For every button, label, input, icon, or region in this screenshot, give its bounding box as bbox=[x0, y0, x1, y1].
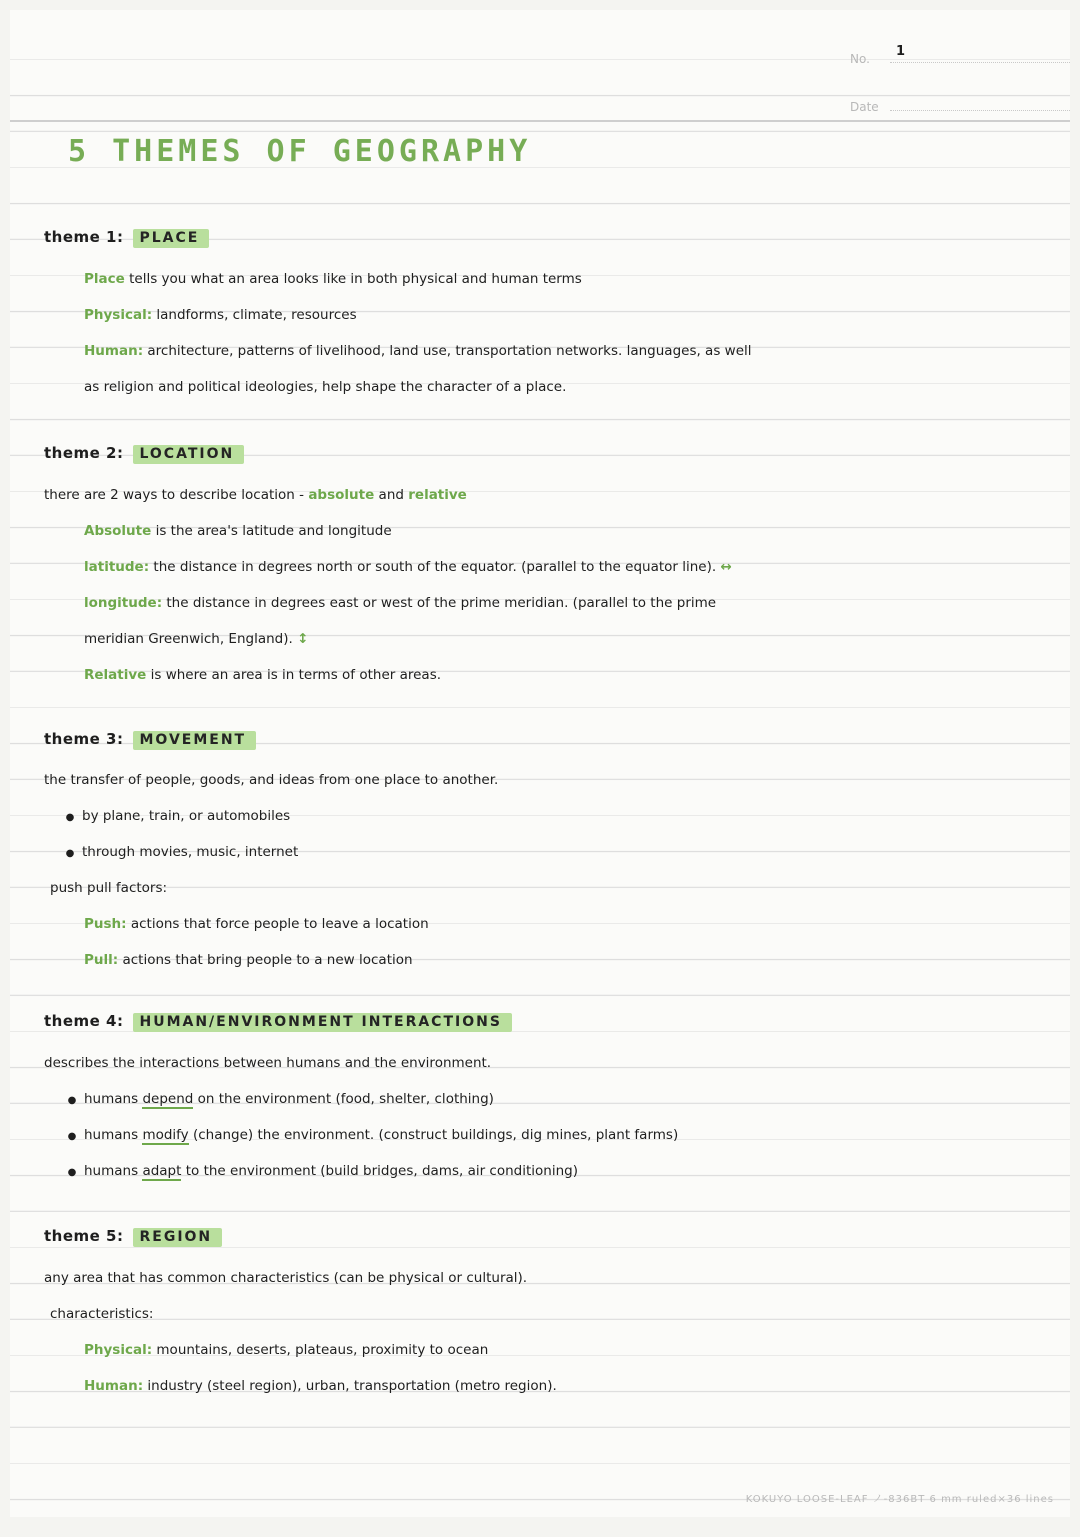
top-divider bbox=[10, 120, 1070, 122]
paper-brand-footer: KOKUYO LOOSE-LEAF ノ-836BT 6 mm ruled×36 lines bbox=[745, 1494, 1054, 1505]
theme1-human: Human: architecture, patterns of livelihood, land use, transportation networks. languages, as well bbox=[84, 343, 752, 359]
theme4-label: theme 4: bbox=[44, 1012, 124, 1030]
notebook-page bbox=[10, 10, 1070, 1517]
page-number-row bbox=[850, 44, 1070, 96]
bullet-icon: ● bbox=[67, 1167, 77, 1178]
theme2-heading bbox=[10, 444, 1070, 474]
theme1-physical: Physical: landforms, climate, resources bbox=[84, 307, 357, 323]
theme2-relative: Relative is where an area is in terms of other areas. bbox=[84, 667, 442, 683]
theme1-name: PLACE bbox=[133, 229, 209, 248]
latitude-arrow-icon: ↔ bbox=[720, 559, 732, 575]
theme5-heading bbox=[10, 1227, 1070, 1257]
theme5-human: Human: industry (steel region), urban, transportation (metro region). bbox=[84, 1378, 557, 1394]
theme3-push: Push: actions that force people to leave a location bbox=[84, 916, 429, 932]
list-item: ● humans depend on the environment (food, shelter, clothing) bbox=[10, 1091, 1070, 1121]
theme3-label: theme 3: bbox=[44, 730, 124, 748]
list-item: ● humans modify (change) the environment. (construct buildings, dig mines, plant farms) bbox=[10, 1127, 1070, 1157]
theme3-pull: Pull: actions that bring people to a new location bbox=[84, 952, 413, 968]
bullet-icon: ● bbox=[67, 1131, 77, 1142]
theme3-push-pull: push pull factors: bbox=[50, 880, 168, 896]
theme1-heading bbox=[10, 228, 1070, 258]
date-label: Date bbox=[850, 100, 879, 114]
bullet-icon: ● bbox=[65, 812, 75, 823]
theme1-label: theme 1: bbox=[44, 228, 124, 246]
bullet-icon: ● bbox=[67, 1095, 77, 1106]
theme5-label: theme 5: bbox=[44, 1227, 124, 1245]
theme3-intro: the transfer of people, goods, and ideas from one place to another. bbox=[44, 772, 499, 788]
no-label: No. bbox=[850, 52, 870, 66]
theme4-intro: describes the interactions between humans and the environment. bbox=[44, 1055, 492, 1071]
theme1-human-cont: as religion and political ideologies, help shape the character of a place. bbox=[84, 379, 567, 395]
header-meta bbox=[850, 44, 1070, 144]
list-item: ● through movies, music, internet bbox=[10, 844, 1070, 874]
theme2-latitude: latitude: the distance in degrees north or south of the equator. (parallel to the equator line). ↔ bbox=[84, 559, 732, 575]
theme2-absolute: Absolute is the area's latitude and longitude bbox=[84, 523, 392, 539]
list-item: ● humans adapt to the environment (build bridges, dams, air conditioning) bbox=[10, 1163, 1070, 1193]
theme5-physical: Physical: mountains, deserts, plateaus, proximity to ocean bbox=[84, 1342, 489, 1358]
page-number: 1 bbox=[896, 44, 906, 59]
theme5-characteristics: characteristics: bbox=[50, 1306, 154, 1322]
theme2-longitude: longitude: the distance in degrees east or west of the prime meridian. (parallel to the prime bbox=[84, 595, 717, 611]
bullet-icon: ● bbox=[65, 848, 75, 859]
theme3-heading bbox=[10, 730, 1070, 760]
theme2-longitude-cont: meridian Greenwich, England). ↕ bbox=[84, 631, 309, 647]
theme3-name: MOVEMENT bbox=[133, 731, 256, 750]
theme2-intro: there are 2 ways to describe location - absolute and relative bbox=[44, 487, 467, 503]
theme2-label: theme 2: bbox=[44, 444, 124, 462]
theme4-name: HUMAN/ENVIRONMENT INTERACTIONS bbox=[133, 1013, 511, 1032]
theme1-line1: Place tells you what an area looks like in both physical and human terms bbox=[84, 271, 582, 287]
longitude-arrow-icon: ↕ bbox=[297, 631, 309, 647]
list-item: ● by plane, train, or automobiles bbox=[10, 808, 1070, 838]
page-title: 5 THEMES OF GEOGRAPHY bbox=[68, 134, 532, 169]
theme2-name: LOCATION bbox=[133, 445, 244, 464]
theme5-intro: any area that has common characteristics (can be physical or cultural). bbox=[44, 1270, 528, 1286]
theme5-name: REGION bbox=[133, 1228, 222, 1247]
theme4-heading bbox=[10, 1012, 1070, 1042]
